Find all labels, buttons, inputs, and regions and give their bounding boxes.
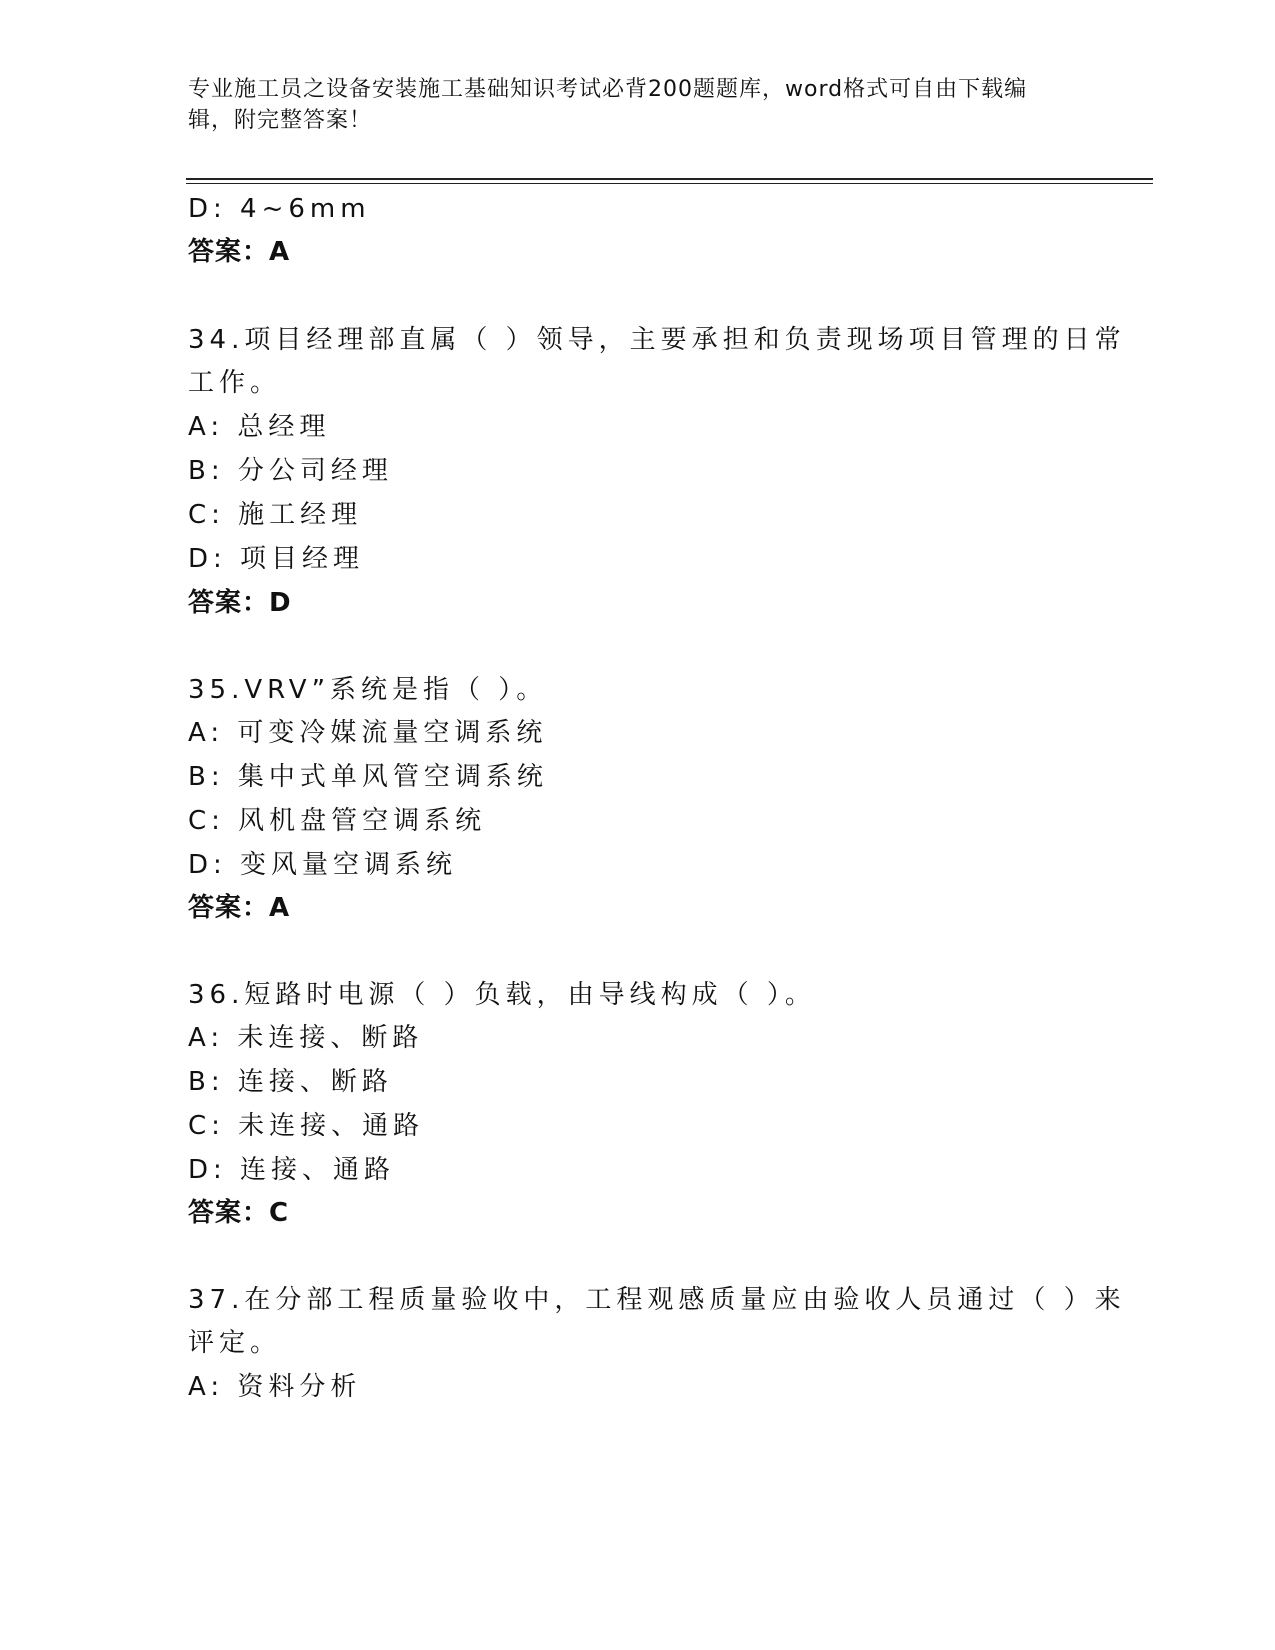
q36-option-b: B: 连接、断路	[188, 1067, 393, 1097]
q35-option-d: D: 变风量空调系统	[188, 850, 458, 880]
q36-stem-line1: 36.短路时电源（ ）负载，由导线构成（ ）。	[188, 980, 816, 1010]
q36-option-c: C: 未连接、通路	[188, 1111, 425, 1141]
q35-option-b: B: 集中式单风管空调系统	[188, 762, 548, 792]
header-divider-thick	[186, 178, 1153, 180]
q35-stem-line1: 35.VRV”系统是指（ ）。	[188, 675, 548, 705]
q36-option-d: D: 连接、通路	[188, 1155, 396, 1185]
q34-option-a: A: 总经理	[188, 412, 331, 442]
q35-option-a: A: 可变冷媒流量空调系统	[188, 718, 548, 748]
document-header: 专业施工员之设备安装施工基础知识考试必背200题题库，word格式可自由下载编辑，附完整答案！	[188, 77, 1028, 133]
q35-option-c: C: 风机盘管空调系统	[188, 806, 487, 836]
header-divider-thin	[186, 183, 1153, 184]
q34-answer: 答案：D	[188, 588, 292, 618]
prev-option-d: D: 4~6mm	[188, 194, 371, 224]
q36-option-a: A: 未连接、断路	[188, 1023, 424, 1053]
q37-stem-line2: 评定。	[188, 1328, 282, 1358]
q37-option-a: A: 资料分析	[188, 1372, 362, 1402]
q37-stem-line1: 37.在分部工程质量验收中，工程观感质量应由验收人员通过（ ）来	[188, 1285, 1126, 1315]
q34-stem-line1: 34.项目经理部直属（ ）领导，主要承担和负责现场项目管理的日常	[188, 325, 1126, 355]
prev-answer: 答案：A	[188, 237, 291, 267]
q34-option-b: B: 分公司经理	[188, 456, 393, 486]
q36-answer: 答案：C	[188, 1198, 290, 1228]
q35-answer: 答案：A	[188, 893, 291, 923]
q34-stem-line2: 工作。	[188, 368, 282, 398]
q34-option-c: C: 施工经理	[188, 500, 363, 530]
q34-option-d: D: 项目经理	[188, 544, 365, 574]
